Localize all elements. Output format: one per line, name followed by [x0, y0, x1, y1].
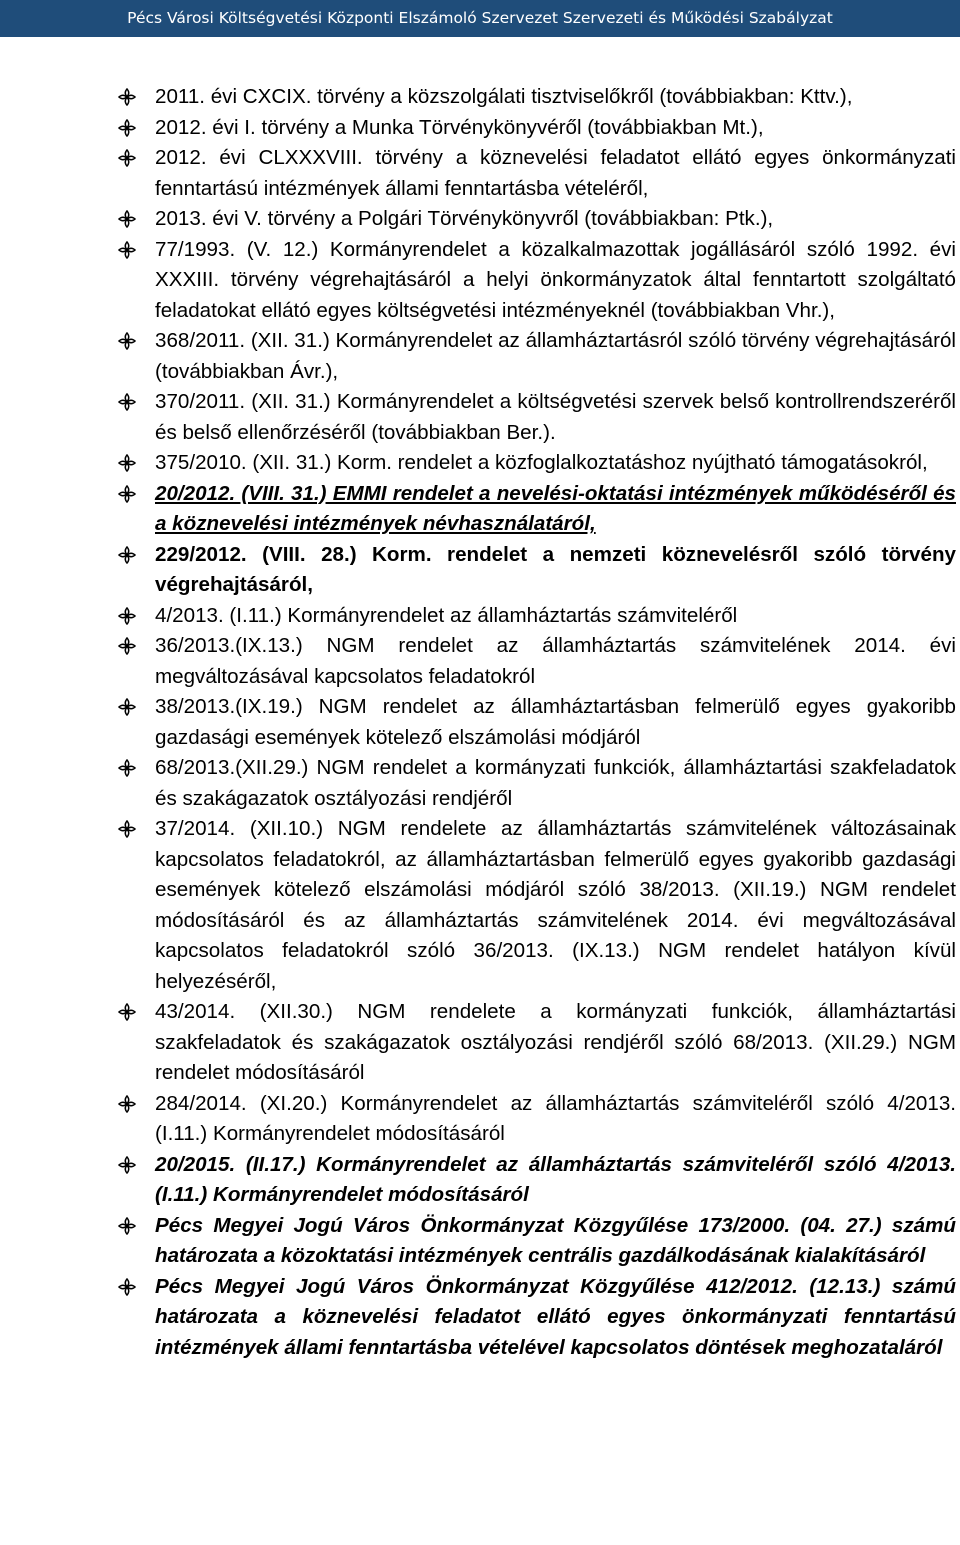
- list-item: [0, 1211, 960, 1272]
- list-item-text: Pécs Megyei Jogú Város Önkormányzat Közgyűlése 173/2000. (04. 27.) számú határozata a közoktatási intézmények centrális gazdálkodásának kialakításáról: [155, 1213, 956, 1267]
- diamond-bullet-icon: [118, 149, 136, 167]
- diamond-bullet-icon: [118, 332, 136, 350]
- list-item: [0, 113, 960, 144]
- list-item: [0, 143, 960, 204]
- list-item-text: 2012. évi CLXXXVIII. törvény a köznevelési feladatot ellátó egyes önkormányzati fenntartású intézmények állami fenntartásba vételéről,: [155, 146, 956, 200]
- list-item-text: 2012. évi I. törvény a Munka Törvénykönyvéről (továbbiakban Mt.),: [155, 115, 764, 139]
- page-header: Pécs Városi Költségvetési Központi Elszámoló Szervezet Szervezeti és Működési Szabályzat: [0, 0, 960, 37]
- list-item: [0, 479, 960, 540]
- list-item-text: 375/2010. (XII. 31.) Korm. rendelet a közfoglalkoztatáshoz nyújtható támogatásokról,: [155, 451, 928, 474]
- diamond-bullet-icon: [118, 454, 136, 472]
- list-item-text: 284/2014. (XI.20.) Kormányrendelet az államháztartás számviteléről szóló 4/2013. (I.11.) Kormányrendelet módosításáról: [155, 1091, 956, 1145]
- diamond-bullet-icon: [118, 88, 136, 106]
- list-item: [0, 631, 960, 692]
- list-item: [0, 1150, 960, 1211]
- list-item: [0, 997, 960, 1089]
- list-item: [0, 601, 960, 632]
- list-item-text: 20/2012. (VIII. 31.) EMMI rendelet a nevelési-oktatási intézmények működéséről és a köznevelési intézmények névhasználatáról,: [155, 481, 956, 535]
- list-item-text: 68/2013.(XII.29.) NGM rendelet a kormányzati funkciók, államháztartási szakfeladatok és szakágazatok osztályozási rendjéről: [155, 756, 956, 810]
- list-item: [0, 448, 960, 479]
- list-item-text: 37/2014. (XII.10.) NGM rendelete az államháztartás számvitelének változásainak kapcsolatos feladatokról, az államháztartásban felmerülő egyes gyakoribb gazdasági események kötelező elszámolási módjáról szóló 38/2013. (XII.19.) NGM rendelet módosításáról és az államháztartás számvitelének 2014. évi megváltozásával kapcsolatos feladatokról szóló 36/2013. (IX.13.) NGM rendelet hatályon kívül helyezéséről,: [155, 817, 956, 993]
- list-item-text: 368/2011. (XII. 31.) Kormányrendelet az államháztartásról szóló törvény végrehajtásáról (továbbiakban Ávr.),: [155, 329, 956, 383]
- diamond-bullet-icon: [118, 1156, 136, 1174]
- list-item-text: 20/2015. (II.17.) Kormányrendelet az államháztartás számviteléről szóló 4/2013. (I.11.) Kormányrendelet módosításáról: [155, 1152, 956, 1206]
- diamond-bullet-icon: [118, 759, 136, 777]
- diamond-bullet-icon: [118, 1095, 136, 1113]
- list-item: [0, 204, 960, 235]
- diamond-bullet-icon: [118, 485, 136, 503]
- diamond-bullet-icon: [118, 1278, 136, 1296]
- list-item-text: 43/2014. (XII.30.) NGM rendelete a kormányzati funkciók, államháztartási szakfeladatok és szakágazatok osztályozási rendjéről szóló 68/2013. (XII.29.) NGM rendelet módosításáról: [155, 1000, 956, 1084]
- list-item: [0, 82, 960, 113]
- diamond-bullet-icon: [118, 1003, 136, 1021]
- list-item: [0, 387, 960, 448]
- diamond-bullet-icon: [118, 1217, 136, 1235]
- list-item: [0, 814, 960, 997]
- regulation-list: [0, 82, 960, 1363]
- list-item-text: Pécs Megyei Jogú Város Önkormányzat Közgyűlése 412/2012. (12.13.) számú határozata a köznevelési feladatot ellátó egyes önkormányzati fenntartású intézmények állami fenntartásba vételével kapcsolatos döntések meghozataláról: [155, 1274, 956, 1359]
- list-item-text: 77/1993. (V. 12.) Kormányrendelet a közalkalmazottak jogállásáról szóló 1992. évi XXXIII. törvény végrehajtásáról a helyi önkormányzatok által fenntartott szolgáltató feladatokat ellátó egyes költségvetési intézményeknél (továbbiakban Vhr.),: [155, 237, 956, 322]
- diamond-bullet-icon: [118, 210, 136, 228]
- diamond-bullet-icon: [118, 698, 136, 716]
- list-item-text: 2011. évi CXCIX. törvény a közszolgálati tisztviselőkről (továbbiakban: Kttv.),: [155, 85, 853, 108]
- list-item-text: 36/2013.(IX.13.) NGM rendelet az államháztartás számvitelének 2014. évi megváltozásával kapcsolatos feladatokról: [155, 634, 956, 688]
- diamond-bullet-icon: [118, 119, 136, 137]
- list-item-text: 229/2012. (VIII. 28.) Korm. rendelet a nemzeti köznevelésről szóló törvény végrehajtásáról,: [155, 542, 956, 596]
- diamond-bullet-icon: [118, 546, 136, 564]
- diamond-bullet-icon: [118, 241, 136, 259]
- list-item-text: 2013. évi V. törvény a Polgári Törvénykönyvről (továbbiakban: Ptk.),: [155, 207, 774, 230]
- list-item: [0, 540, 960, 601]
- list-item: [0, 1089, 960, 1150]
- list-item: [0, 326, 960, 387]
- list-item-text: 4/2013. (I.11.) Kormányrendelet az államháztartás számviteléről: [155, 603, 738, 627]
- list-item: [0, 1272, 960, 1364]
- diamond-bullet-icon: [118, 393, 136, 411]
- list-item: [0, 235, 960, 327]
- diamond-bullet-icon: [118, 820, 136, 838]
- diamond-bullet-icon: [118, 607, 136, 625]
- diamond-bullet-icon: [118, 637, 136, 655]
- list-item: [0, 692, 960, 753]
- list-item: [0, 753, 960, 814]
- list-item-text: 370/2011. (XII. 31.) Kormányrendelet a költségvetési szervek belső kontrollrendszeréről és belső ellenőrzéséről (továbbiakban Ber.).: [155, 390, 956, 444]
- list-item-text: 38/2013.(IX.19.) NGM rendelet az államháztartásban felmerülő egyes gyakoribb gazdasági események kötelező elszámolási módjáról: [155, 695, 956, 749]
